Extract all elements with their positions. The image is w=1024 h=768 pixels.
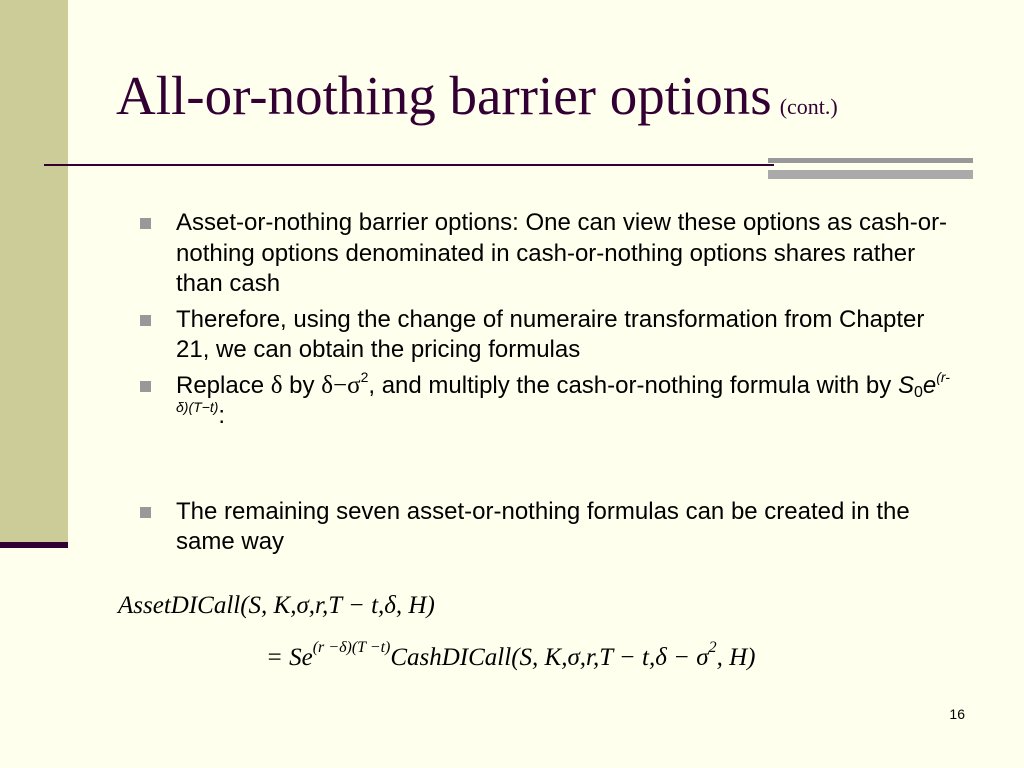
bullet-text-part: : <box>218 402 226 429</box>
delta-minus-sigma: δ−σ <box>321 371 361 399</box>
title-accent-bar-top <box>768 158 973 163</box>
equation-end: , H) <box>716 644 756 671</box>
square-bullet-icon <box>140 315 151 326</box>
subscript-0: 0 <box>913 383 923 401</box>
equation-exponent: (r −δ)(T −t) <box>312 639 391 656</box>
s-symbol: S <box>897 371 914 399</box>
equation-body: CashDICall(S, K,σ,r,T − t,δ − σ <box>390 644 709 671</box>
title-accent-bar-bottom <box>768 170 973 179</box>
slide-title <box>116 64 996 127</box>
side-band-accent <box>0 542 68 548</box>
bullet-text: Therefore, using the change of numeraire transformation from Chapter 21, we can obtain the pricing formulas <box>176 305 925 363</box>
title-underline <box>44 164 774 166</box>
equation-prefix: = Se <box>266 644 313 671</box>
equation-square: 2 <box>708 639 717 656</box>
bullet-text: The remaining seven asset-or-nothing formulas can be created in the same way <box>176 497 910 555</box>
bullet-item <box>140 305 960 366</box>
exponent: (r-δ)(T−t) <box>176 368 950 415</box>
delta-symbol: δ <box>270 371 283 399</box>
bullet-text-part: Replace <box>176 371 271 399</box>
title-suffix: (cont.) <box>779 94 838 119</box>
bullet-item <box>140 368 960 432</box>
equation-line-1: AssetDICall(S, K,σ,r,T − t,δ, H) <box>118 592 435 619</box>
equation-line-2 <box>266 639 756 672</box>
square-bullet-icon <box>140 218 151 229</box>
side-band <box>0 0 68 548</box>
e-symbol: e <box>922 371 937 399</box>
title-text: All-or-nothing barrier options <box>116 65 772 126</box>
bullet-item <box>140 497 960 558</box>
square-bullet-icon <box>140 381 151 392</box>
bullet-text: Asset-or-nothing barrier options: One can view these options as cash-or-nothing options denominated in cash-or-nothing options shares rather than cash <box>176 209 948 297</box>
superscript-2: 2 <box>360 368 369 385</box>
bullet-text-part: by <box>282 371 322 399</box>
bullet-item <box>140 208 960 300</box>
bullet-text-part: , and multiply the cash-or-nothing formula with by <box>368 371 898 399</box>
square-bullet-icon <box>140 507 151 518</box>
bullet-list <box>140 208 960 563</box>
page-number: 16 <box>949 706 965 722</box>
